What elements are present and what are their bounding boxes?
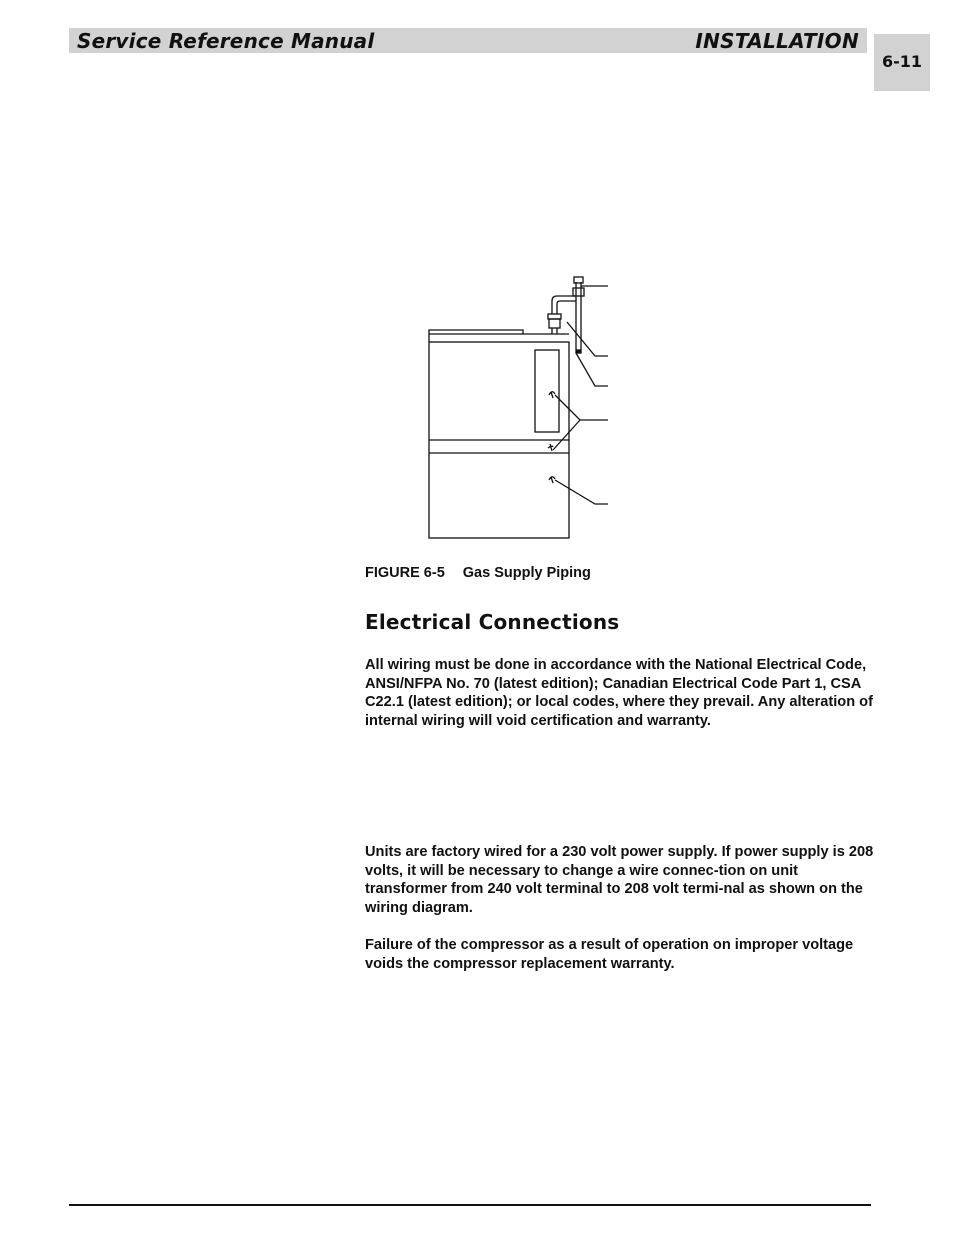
- header-bar: [69, 28, 867, 53]
- paragraph-wiring-codes: All wiring must be done in accordance with the National Electrical Code, ANSI/NFPA No. 70 (latest edition); Canadian Electrical Code Part 1, CSA C22.1 (latest edition); or local codes, where they prevail. Any alteration of internal wiring will void certification and warranty.: [365, 657, 873, 730]
- access-panel: [535, 350, 559, 432]
- figure-label: FIGURE 6-5: [365, 565, 445, 581]
- page-number: 6-11: [881, 52, 923, 71]
- chapter-title: INSTALLATION: [695, 29, 859, 53]
- page-number-tab: [874, 34, 930, 91]
- paragraph-voltage: Units are factory wired for a 230 volt power supply. If power supply is 208 volts, it will be necessary to change a wire connec-tion on unit transformer from 240 volt terminal to 208 volt termi-nal as shown on the wiring diagram.: [365, 844, 874, 917]
- manual-title: Service Reference Manual: [77, 29, 375, 53]
- figure-caption: [365, 565, 591, 581]
- gas-supply-piping-diagram: [410, 268, 620, 548]
- footer-rule: [69, 1204, 871, 1206]
- figure-title: Gas Supply Piping: [462, 565, 591, 581]
- section-heading: Electrical Connections: [365, 610, 620, 634]
- paragraph-warranty: Failure of the compressor as a result of operation on improper voltage voids the compressor replacement warranty.: [365, 937, 854, 972]
- cabinet-top: [429, 330, 569, 342]
- union-fitting: [548, 314, 561, 319]
